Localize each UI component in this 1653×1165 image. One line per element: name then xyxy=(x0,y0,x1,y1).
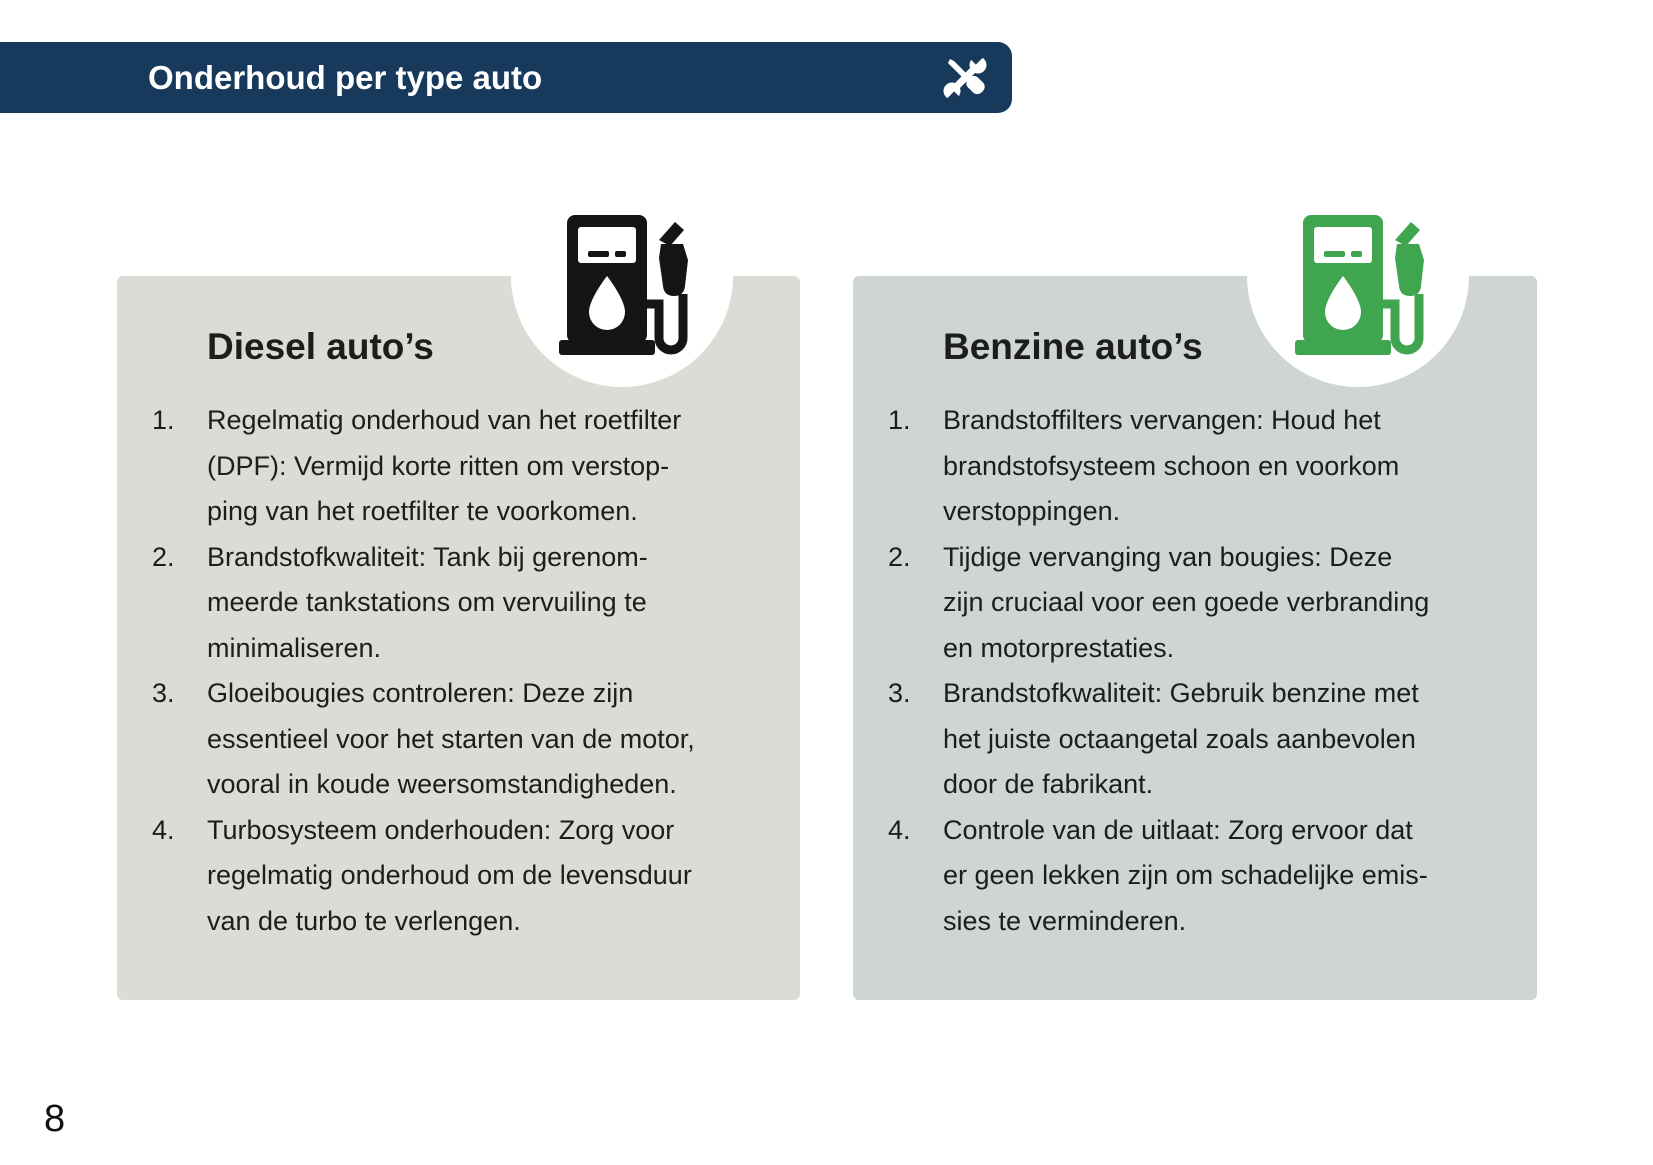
list-item xyxy=(888,808,1527,945)
list-item xyxy=(152,808,790,945)
item-text: Brandstofkwaliteit: Tank bij gerenom- meerde tankstations om vervuiling te minimaliseren. xyxy=(207,541,648,663)
list-item xyxy=(152,535,790,672)
item-number: 2. xyxy=(152,541,175,572)
item-text: Gloeibougies controleren: Deze zijn essentieel voor het starten van de motor, vooral in koude weersomstandigheden. xyxy=(207,678,695,799)
item-number: 4. xyxy=(888,814,911,845)
page-title: Onderhoud per type auto xyxy=(148,58,543,96)
card-diesel xyxy=(117,276,800,1000)
item-number: 2. xyxy=(888,541,911,572)
item-number: 4. xyxy=(152,814,175,845)
item-number: 1. xyxy=(888,405,911,435)
list-item xyxy=(888,671,1527,808)
item-number: 1. xyxy=(152,405,175,435)
item-text: Tijdige vervanging van bougies: Deze zijn cruciaal voor een goede verbranding en motorprestaties. xyxy=(943,541,1430,663)
page-number: 8 xyxy=(44,1098,66,1140)
item-text: Turbosysteem onderhouden: Zorg voor regelmatig onderhoud om de levensduur van de turbo te verlengen. xyxy=(207,814,692,936)
tools-icon xyxy=(941,54,989,102)
item-number: 3. xyxy=(152,678,175,708)
item-text: Brandstofkwaliteit: Gebruik benzine met het juiste octaangetal zoals aanbevolen door de fabrikant. xyxy=(943,678,1419,799)
maintenance-list xyxy=(888,398,1527,944)
fuel-pump-icon xyxy=(547,210,697,360)
maintenance-list xyxy=(152,398,790,944)
fuel-pump-icon xyxy=(1283,210,1433,360)
list-item xyxy=(152,671,790,808)
header-bar xyxy=(0,42,1012,113)
card-title: Diesel auto’s xyxy=(207,326,434,367)
item-number: 3. xyxy=(888,678,911,708)
card-benzine xyxy=(853,276,1537,1000)
list-item xyxy=(888,398,1527,535)
card-title: Benzine auto’s xyxy=(943,326,1203,367)
list-item xyxy=(152,398,790,535)
item-text: Regelmatig onderhoud van het roetfilter (DPF): Vermijd korte ritten om verstop- ping van het roetfilter te voorkomen. xyxy=(207,405,682,526)
item-text: Brandstoffilters vervangen: Houd het brandstofsysteem schoon en voorkom verstoppingen. xyxy=(943,405,1400,526)
list-item xyxy=(888,535,1527,672)
item-text: Controle van de uitlaat: Zorg ervoor dat er geen lekken zijn om schadelijke emis- sies te verminderen. xyxy=(943,814,1428,936)
